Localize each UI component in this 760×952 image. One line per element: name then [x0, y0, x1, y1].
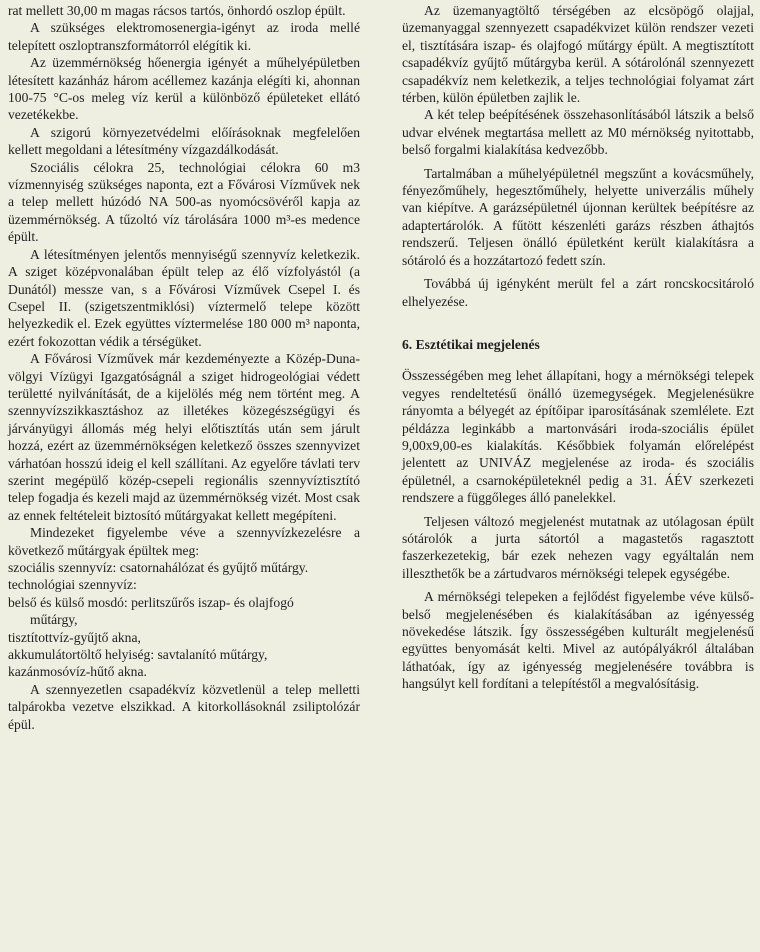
paragraph: Az üzemmérnökség hőenergia igényét a műhelyépületben létesített kazánház három acéllemez kazánja elégíti ki, ahonnan 100-75 °C-os meleg víz kerül a különböző épületeket ellátó vezetékekbe.: [8, 55, 360, 123]
paragraph: Az üzemanyagtöltő térségében az elcsöpögő olajjal, üzemanyaggal szennyezett csapadékvizet külön rendszer vezeti el, tisztítására iszap- és olajfogó műtárgy épült. A megtisztított csapadékvíz gyűjtő műtárgyba kerül. A sótárolónál szennyezett csapadékvíz nem keletkezik, a teljes technológiai folyamat zárt térben, külön épületben zajlik le.: [402, 3, 754, 106]
list-item: kazánmosóvíz-hűtő akna.: [8, 664, 147, 680]
paragraph: Összességében meg lehet állapítani, hogy a mérnökségi telepek vegyes rendeltetésű önálló üzemegységek. Megjelenésükre rányomta a bélyegét az építőipar iparosításának szemlélete. Ezt példázza leginkább a martonvásári iroda-szociális épület 9,00x9,00-es kialakítás. Későbbiek folyamán előrelépést jelentett az UNIVÁZ megjelenése az iroda- és szociális épületnél, a csarnoképületeknél pedig a 31. ÁÉV szerkezeti rendszere a függőleges álló panelekkel.: [402, 368, 754, 506]
list-item: akkumulátortöltő helyiség: savtalanító műtárgy,: [8, 647, 268, 663]
section-heading: 6. Esztétikai megjelenés: [402, 336, 540, 352]
paragraph: A létesítményen jelentős mennyiségű szennyvíz keletkezik. A sziget középvonalában épült telep az élő vízfolyástól (a Dunától) messze van, s a Fővárosi Vízművek Csepel I. és Csepel II. (szigetszentmiklósi) víztermelő telepe között helyezkedik el. Ezek együttes víztermelése 180 000 m³ naponta, ezért fokozottan védik a térségüket.: [8, 246, 360, 349]
left-column: [8, 2, 360, 733]
wastewater-structures-list: [8, 559, 360, 681]
paragraph: A szigorú környezetvédelmi előírásoknak megfelelően kellett megoldani a létesítmény vízgazdálkodását.: [8, 124, 360, 158]
paragraph: A Fővárosi Vízművek már kezdeményezte a Közép-Duna-völgyi Vízügyi Igazgatóságnál a sziget hidrogeológiai védett területté nyilvánítását, de a kijelölés még nem történt meg. A szennyvízszikkasztáshoz az illetékes közegészségügyi és járványügyi állomás még helyi előtisztítás után sem járult hozzá, ezért az üzemmérnökségen keletkező összes szennyvizet várhatóan hosszú ideig el kell szállítani. Az egyelőre távlati terv szerint megépülő közép-csepeli regionális szennyvíztisztító telep fogadja és kezeli majd az üzemmérnökség vizét. Most csak az ennek feltételeit biztosító műtárgyakat kellett megépíteni.: [8, 351, 360, 523]
list-item: tisztítottvíz-gyűjtő akna,: [8, 629, 141, 645]
paragraph: A két telep beépítésének összehasonlításából látszik a belső udvar elvének megtartása mellett az M0 mérnökség nyitottabb, belső forgalmi kialakítása kedvezőbb.: [402, 107, 754, 158]
list-item: szociális szennyvíz: csatornahálózat és gyűjtő műtárgy.: [8, 560, 309, 575]
paragraph: Szociális célokra 25, technológiai célokra 60 m3 vízmennyiség szükséges naponta, ezt a Fővárosi Vízművek nek a telep mellett húzódó NA 500-as nyomócsövéről kapja az üzemmérnökség. A tűzoltó víz tárolására 1000 m³-es medence épült.: [8, 159, 360, 245]
list-item: műtárgy,: [30, 612, 78, 628]
paragraph: A szennyezetlen csapadékvíz közvetlenül a telep melletti talpárokba vezetve elszikkad. A kitorkollásoknál zsiliptolózár épül.: [8, 681, 360, 732]
paragraph: A mérnökségi telepeken a fejlődést figyelembe véve külső-belső megjelenésében és kialakításában az igényesség növekedése látszik. Így összességében kulturált megjelenésű együttes benyomását kelti. Mivel az autópályákról általában láthatóak, így az igényesség megjelenésére továbbra is hangsúlyt kell fordítani a telepítéstől a megvalósításig.: [402, 589, 754, 692]
paragraph: Teljesen változó megjelenést mutatnak az utólagosan épült sótárolók a jurta sátortól a magastetős ragasztott faszerkezetekig, bár ezek nehezen vagy egyáltalán nem illeszthetők be a zártudvaros mérnökségi telepek egységébe.: [402, 513, 754, 581]
paragraph: Mindezeket figyelembe véve a szennyvízkezelésre a következő műtárgyak épültek meg:: [8, 525, 360, 558]
paragraph: Továbbá új igényként merült fel a zárt roncskocsitároló elhelyezése.: [402, 276, 754, 309]
paragraph: Tartalmában a műhelyépületnél megszűnt a kovácsműhely, fényezőműhely, hegesztőműhely, helyette univerzális műhely van kiépítve. A garázsépületnél újonnan kerültek beépítésre az adaptertárolók. A fűtött készenléti garázs részben áthajtós rendszerű. Teljesen önálló épületként került kialakításra a sótároló és a hozzátartozó fedett szín.: [402, 165, 754, 268]
list-item: belső és külső mosdó: perlitszűrős iszap- és olajfogó: [8, 594, 294, 610]
right-column: [402, 2, 754, 693]
paragraph: rat mellett 30,00 m magas rácsos tartós, önhordó oszlop épült.: [8, 3, 346, 18]
list-item: technológiai szennyvíz:: [8, 577, 137, 593]
paragraph: A szükséges elektromosenergia-igényt az iroda mellé telepített oszloptranszformátorról elégítik ki.: [8, 20, 360, 53]
